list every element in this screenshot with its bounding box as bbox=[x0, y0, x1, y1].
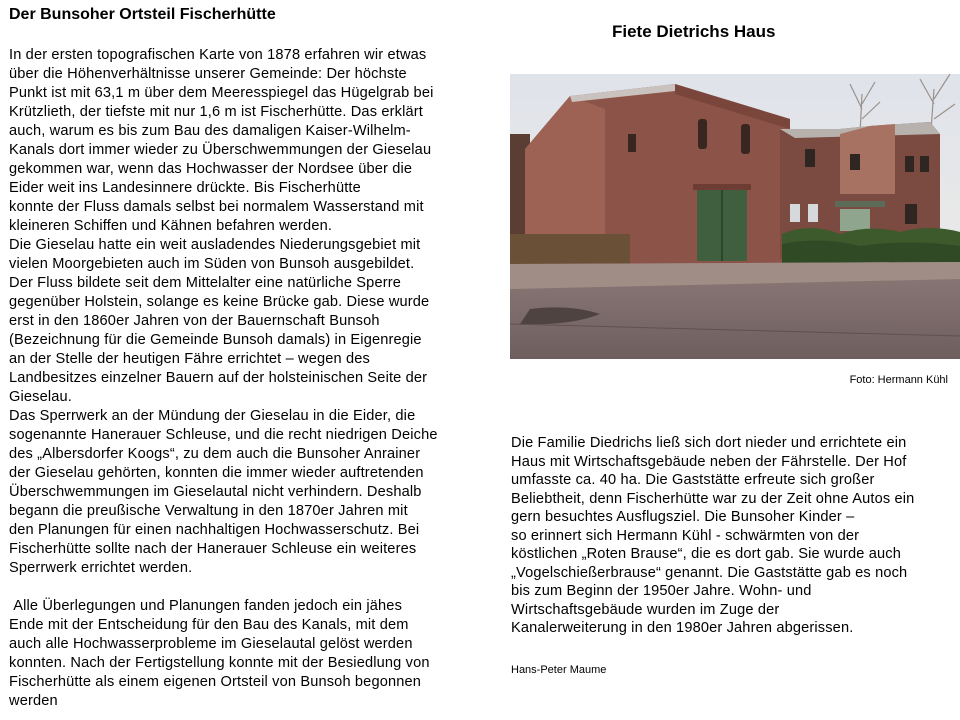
paragraph-family: Die Familie Diedrichs ließ sich dort nieder und errichtete ein Haus mit Wirtschaftsgebäude neben der Fährstelle. Der Hof umfasste ca. 40 ha. Die Gaststätte erfreute sich großer Beliebtheit, denn Fischerhütte war zu der Zeit ohne Autos ein gern besuchtes Ausflugsziel. Die Bunsoher Kinder – so erinnert sich Hermann Kühl - schwärmten von der köstlichen „Roten Brause“, die es dort gab. Sie wurde auch „Vogelschießerbrause“ genannt. Die Gaststätte gab es noch bis zum Beginn der 1950er Jahre. Wohn- und Wirtschaftsgebäude wurden im Zuge der Kanalerweiterung in den 1980er Jahren abgerissen. bbox=[511, 435, 915, 636]
photo-caption: Foto: Hermann Kühl bbox=[849, 374, 948, 386]
author-name: Hans-Peter Maume bbox=[511, 664, 607, 676]
house-photo bbox=[510, 74, 960, 359]
paragraph-canal: Alle Überlegungen und Planungen fanden jedoch ein jähes Ende mit der Entscheidung für den Bau des Kanals, mit dem auch alle Hochwasserprobleme im Gieselautal gelöst werden konnten. Nach der Fertigstellung konnte mit der Besiedlung von Fischerhütte als einem eigenen Ortsteil von Bunsoh begonnen werden bbox=[9, 598, 430, 709]
page-title: Der Bunsoher Ortsteil Fischerhütte bbox=[9, 6, 276, 23]
paragraph-spacer bbox=[9, 578, 499, 597]
paragraph-history: In der ersten topografischen Karte von 1878 erfahren wir etwas über die Höhenverhältnisse unserer Gemeinde: Der höchste Punkt ist mit 63,1 m über dem Meeresspiegel das Hügelgrab bei Krützlieth, der tiefste mit nur 1,6 m ist Fischerhütte. Das erklärt auch, warum es bis zum Bau des damaligen Kaiser-Wilhelm- Kanals dort immer wieder zu Überschwemmungen der Gieselau gekommen war, wenn das Hochwasser der Nordsee über die Eider weit ins Landesinnere drückte. Bis Fischerhütte konnte der Fluss damals selbst bei normalem Wasserstand mit kleineren Schiffen und Kähnen befahren werden. Die Gieselau hatte ein weit ausladendes Niederungsgebiet mit vielen Moorgebieten auch im Süden von Bunsoh ausgebildet. Der Fluss bildete seit dem Mittelalter eine natürliche Sperre gegenüber Holstein, solange es keine Brücke gab. Diese wurde erst in den 1860er Jahren von der Bauernschaft Bunsoh (Bezeichnung für die Gemeinde Bunsoh damals) in Eigenregie an der Stelle der heutigen Fähre errichtet – wegen des Landbesitzes einzelner Bauern auf der holsteinischen Seite der Gieselau. Das Sperrwerk an der Mündung der Gieselau in die Eider, die sogenannte Hanerauer Schleuse, und die recht niedrigen Deiche des „Albersdorfer Koogs“, zu dem auch die Bunsoher Anrainer der Gieselau gehörten, konnten die immer wieder auftretenden Überschwemmungen im Gieselautal nicht verhindern. Deshalb begann die preußische Verwaltung in den 1870er Jahren mit den Planungen für einen nachhaltigen Hochwasserschutz. Bei Fischerhütte sollte nach der Hanerauer Schleuse ein weiteres Sperrwerk errichtet werden. bbox=[9, 47, 438, 576]
left-column bbox=[9, 4, 499, 711]
photo-title: Fiete Dietrichs Haus bbox=[612, 22, 776, 41]
